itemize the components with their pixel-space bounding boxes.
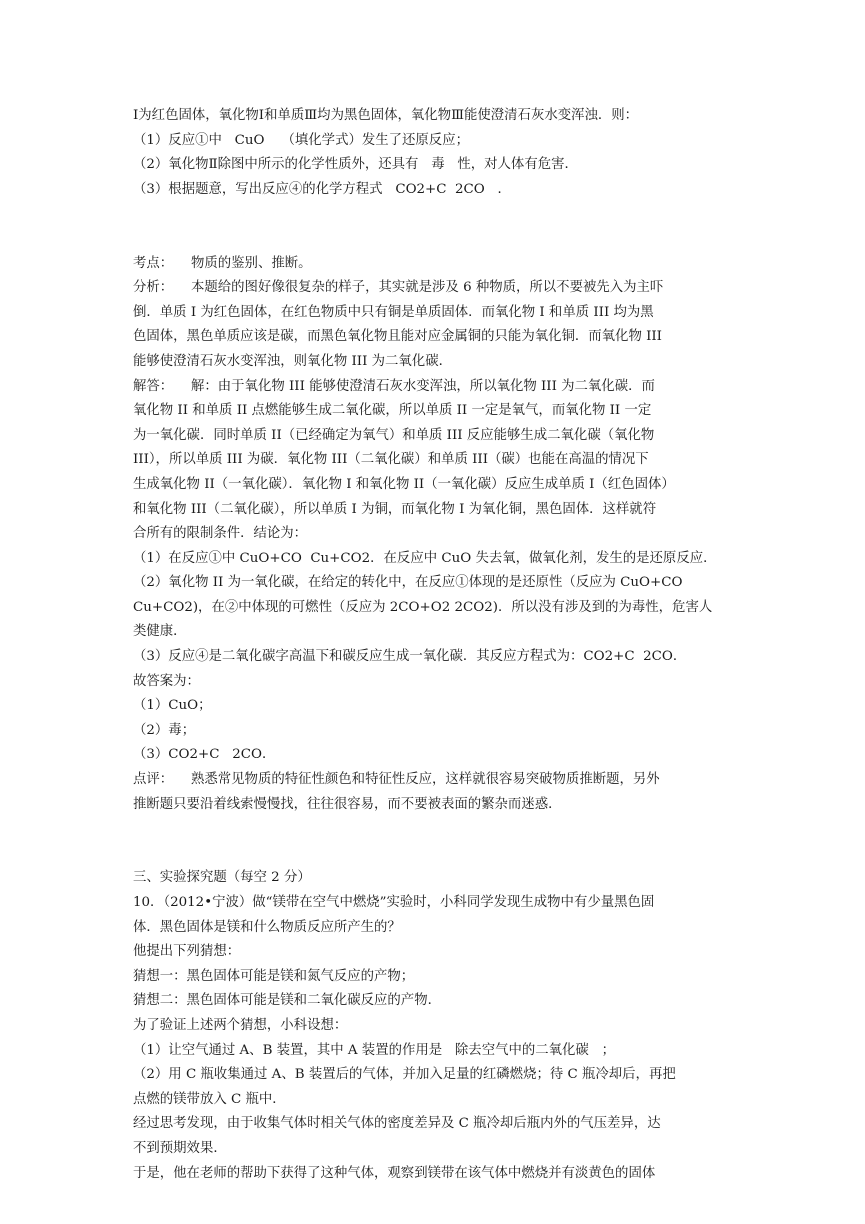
document-page — [133, 104, 743, 1186]
jieda-label: 解答： — [133, 378, 174, 394]
fenxi-line: 色固体，黑色单质应该是碳，而黑色氧化物且能对应金属铜的只能为氧化铜．而氧化物 III — [133, 329, 662, 345]
q9-line-2: （1）反应①中 CuO （填化学式）发生了还原反应； — [133, 132, 469, 148]
q9-line-4: （3）根据题意，写出反应④的化学方程式 CO2+C 2CO ． — [133, 181, 511, 197]
dianping-label: 点评： — [133, 772, 174, 788]
fenxi-line: 倒．单质 I 为红色固体，在红色物质中只有铜是单质固体．而氧化物 I 和单质 III 均为黑 — [133, 304, 654, 320]
jieda-line: 生成氧化物 II（一氧化碳）．氧化物 I 和氧化物 II（一氧化碳）反应生成单质 I（红色固体） — [133, 476, 675, 492]
dianping-row — [133, 768, 743, 793]
q10-line: 他提出下列猜想： — [133, 944, 241, 960]
jieda-line: （2）氧化物 II 为一氧化碳，在给定的转化中，在反应①体现的是还原性（反应为 CuO+CO — [133, 575, 683, 591]
q10-line: 点燃的镁带放入 C 瓶中． — [133, 1091, 286, 1107]
q10-line: （2）用 C 瓶收集通过 A、B 装置后的气体，并加入足量的红磷燃烧；待 C 瓶冷却后，再把 — [133, 1067, 676, 1083]
q10-line: 为了验证上述两个猜想，小科设想： — [133, 1017, 348, 1033]
q10-line: 猜想二：黑色固体可能是镁和二氧化碳反应的产物． — [133, 993, 441, 1009]
jieda-line: III），所以单质 III 为碳．氧化物 III（二氧化碳）和单质 III（碳）也能在高温的情况下 — [133, 452, 649, 468]
jieda-line: 故答案为： — [133, 673, 200, 689]
fenxi-line: 能够使澄清石灰水变浑浊，则氧化物 III 为二氧化碳． — [133, 353, 452, 369]
jieda-line: （1）在反应①中 CuO+CO Cu+CO2．在反应中 CuO 失去氧，做氧化剂，发生的是还原反应． — [133, 550, 717, 566]
kaodian-label: 考点： — [133, 255, 174, 271]
jieda-line: （3）CO2+C 2CO． — [133, 747, 276, 763]
jieda-line: （3）反应④是二氧化碳字高温下和碳反应生成一氧化碳．其反应方程式为：CO2+C 2CO． — [133, 649, 687, 665]
dianping-line: 推断题只要沿着线索慢慢找，往往很容易，而不要被表面的繁杂而迷惑． — [133, 796, 562, 812]
jieda-line: （1）CuO； — [133, 698, 212, 714]
q10-line: （1）让空气通过 A、B 装置，其中 A 装置的作用是 除去空气中的二氧化碳 ； — [133, 1042, 615, 1058]
kaodian-text: 物质的鉴别、推断。 — [191, 255, 312, 271]
jieda-line: Cu+CO2)，在②中体现的可燃性（反应为 2CO+O2 2CO2)．所以没有涉及到的为毒性，危害人 — [133, 599, 713, 615]
jieda-line: 解：由于氧化物 III 能够使澄清石灰水变浑浊，所以氧化物 III 为二氧化碳．而 — [191, 378, 655, 394]
section-heading: 三、实验探究题（每空 2 分） — [133, 870, 311, 886]
jieda-line: 类健康． — [133, 624, 187, 640]
jieda-line: 为一氧化碳．同时单质 II（已经确定为氧气）和单质 III 反应能够生成二氧化碳（氧化物 — [133, 427, 655, 443]
jieda-row — [133, 375, 743, 400]
jieda-line: 合所有的限制条件．结论为： — [133, 526, 308, 542]
q10-line: 经过思考发现，由于收集气体时相关气体的密度差异及 C 瓶冷却后瓶内外的气压差异，达 — [133, 1116, 661, 1132]
jieda-line: 氧化物 II 和单质 II 点燃能够生成二氧化碳，所以单质 II 一定是氧气，而氧化物 II 一定 — [133, 403, 652, 419]
dianping-line: 熟悉常见物质的特征性颜色和特征性反应，这样就很容易突破物质推断题，另外 — [191, 772, 660, 788]
q10-line: 猜想一：黑色固体可能是镁和氮气反应的产物； — [133, 968, 415, 984]
q10-line: 于是，他在老师的帮助下获得了这种气体，观察到镁带在该气体中燃烧并有淡黄色的固体 — [133, 1165, 656, 1181]
jieda-line: （2）毒； — [133, 722, 196, 738]
fenxi-line: 本题给的图好像很复杂的样子，其实就是涉及 6 种物质，所以不要被先入为主吓 — [191, 280, 664, 296]
fenxi-row — [133, 276, 743, 301]
q9-line-1: Ⅰ为红色固体，氧化物Ⅰ和单质Ⅲ均为黑色固体，氧化物Ⅲ能使澄清石灰水变浑浊．则： — [133, 108, 639, 123]
jieda-line: 和氧化物 III（二氧化碳），所以单质 I 为铜，而氧化物 I 为氧化铜，黑色固体．这样就符 — [133, 501, 657, 517]
q10-line: 10．（2012•宁波）做“镁带在空气中燃烧”实验时，小科同学发现生成物中有少量黑色固 — [133, 895, 655, 910]
q10-line: 体．黑色固体是镁和什么物质反应所产生的？ — [133, 919, 401, 935]
q10-line: 不到预期效果． — [133, 1140, 227, 1156]
kaodian-row — [133, 252, 743, 277]
fenxi-label: 分析： — [133, 280, 174, 296]
q9-line-3: （2）氧化物Ⅱ除图中所示的化学性质外，还具有 毒 性，对人体有危害． — [133, 157, 578, 173]
